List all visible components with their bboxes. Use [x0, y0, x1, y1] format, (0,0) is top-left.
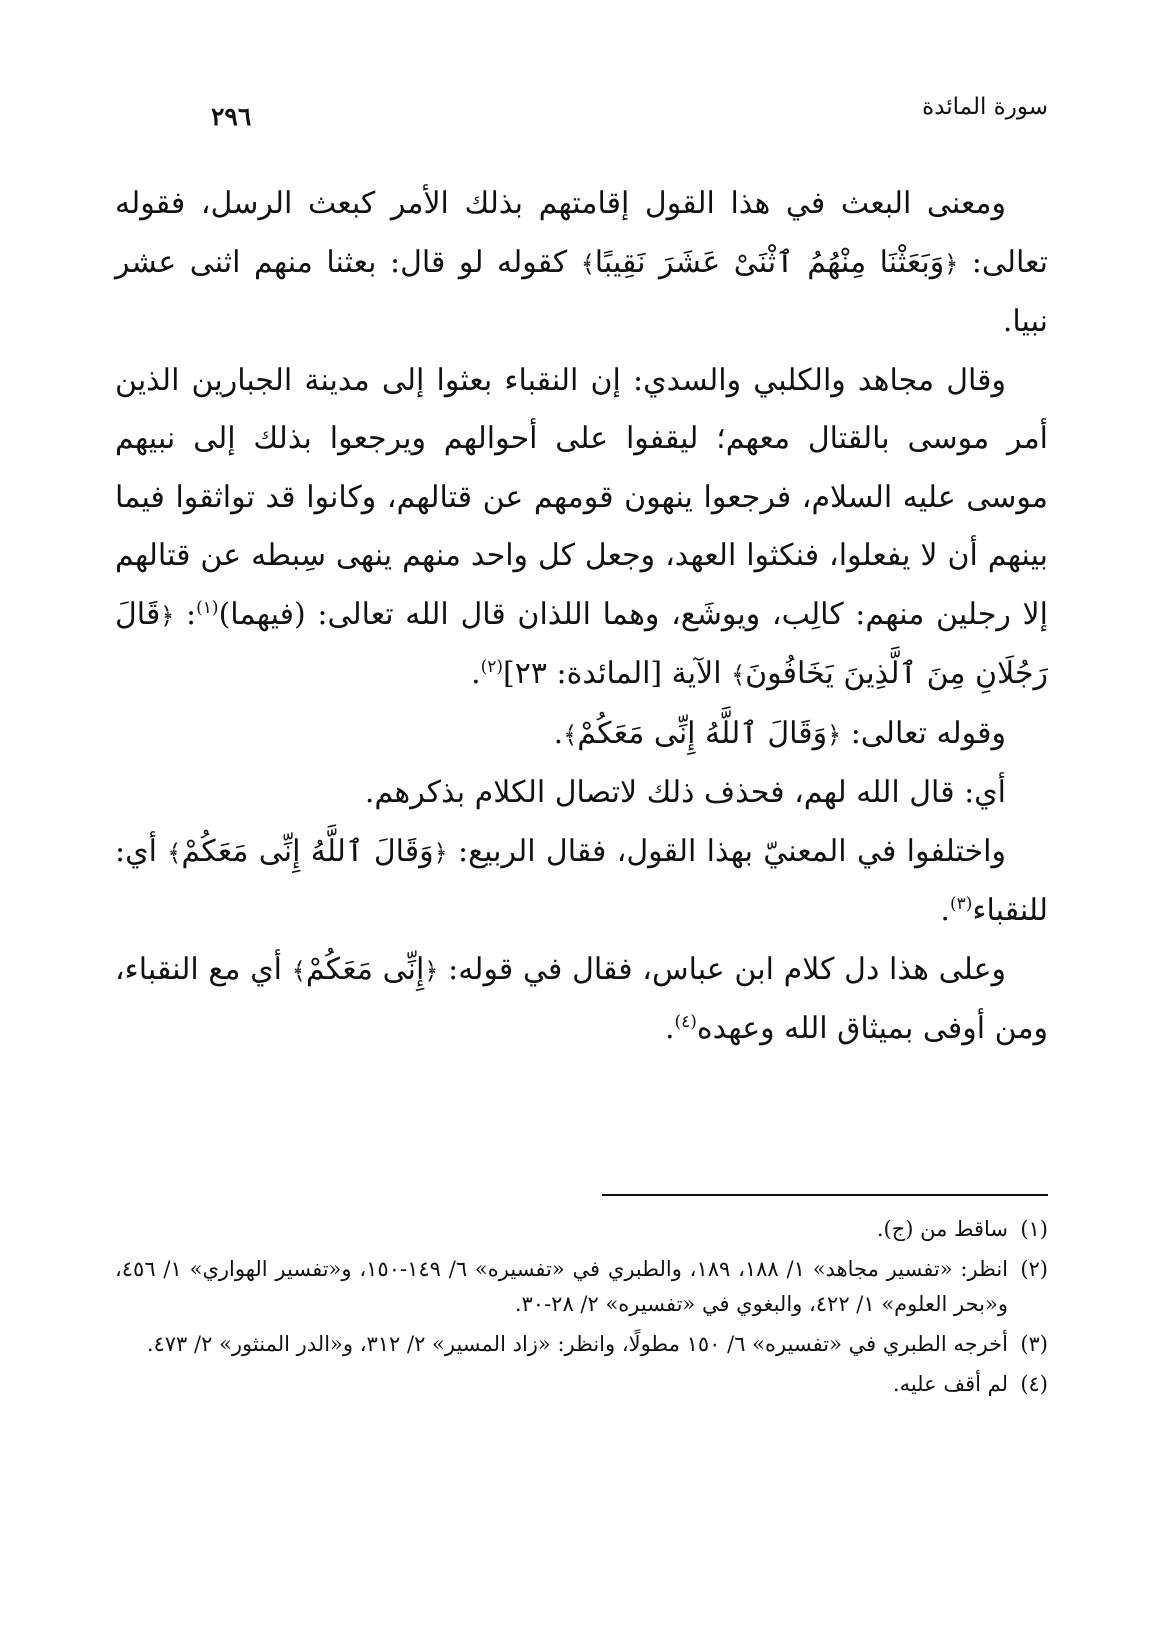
paragraph-5-text: واختلفوا في المعنيّ بهذا القول، فقال الربيع:	[447, 833, 1007, 869]
verse-open-bracket: ﴿	[433, 838, 448, 867]
quran-verse: وَقَالَ ٱللَّهُ إِنِّى مَعَكُمْ	[181, 833, 434, 869]
verse-close-bracket: ﴾	[291, 956, 306, 985]
verse-open-bracket: ﴿	[827, 720, 842, 749]
footnote-number: (١)	[1020, 1217, 1048, 1241]
quran-verse: قَالَ رَجُلَانِ مِنَ ٱلَّذِينَ يَخَافُونَ	[115, 596, 1048, 691]
footnote-text: أخرجه الطبري في «تفسيره» ٦/ ١٥٠ مطولًا، وانظر: «زاد المسير» ٢/ ٣١٢، و«الدر المنثور» ٢/ ٤٧٣.	[146, 1332, 1008, 1356]
footnote-separator	[602, 1194, 1048, 1196]
paragraph-2-text: وقال مجاهد والكلبي والسدي: إن النقباء بعثوا إلى مدينة الجبارين الذين أمر موسى بالقتال معهم؛ ليقفوا على أحوالهم ويرجعوا بذلك إلى نبيهم موسى عليه السلام، فرجعوا ينهون قومهم عن قتالهم، وكانوا قد تواثقوا فيما بينهم أن لا يفعلوا، فنكثوا العهد، وجعل كل واحد منهم ينهى سِبطه عن قتالهم إلا رجلين منهم: كالِب، ويوشَع، وهما اللذان قال الله تعالى: (فيهما)	[115, 362, 1048, 632]
paragraph-3-end: .	[553, 715, 564, 751]
quran-verse: إِنِّى مَعَكُمْ	[305, 951, 425, 987]
footnote-number: (٣)	[1020, 1332, 1048, 1356]
footnote-number: (٢)	[1020, 1257, 1048, 1281]
paragraph-6-text-end: أي مع النقباء، ومن أوفى بميثاق الله وعهده	[115, 951, 1048, 1046]
footnote-2	[115, 1252, 1048, 1322]
verse-close-bracket: ﴾	[580, 249, 595, 278]
footnote-ref-1: (١)	[196, 597, 219, 618]
footnote-1	[115, 1212, 1048, 1247]
verse-close-bracket: ﴾	[167, 838, 182, 867]
verse-close-bracket: ﴾	[563, 720, 578, 749]
paragraph-6-text: وعلى هذا دل كلام ابن عباس، فقال في قوله:	[438, 951, 1006, 987]
footnote-text: لم أقف عليه.	[892, 1372, 1008, 1396]
paragraph-5-text-end: أي: للنقباء	[115, 833, 1048, 928]
paragraph-2-end: .	[471, 656, 481, 691]
page-header	[115, 80, 1048, 140]
footnote-ref-3: (٣)	[949, 894, 973, 914]
verse-reference: الآية [المائدة: ٢٣]	[503, 656, 732, 691]
footnotes	[115, 1212, 1048, 1407]
footnote-4	[115, 1367, 1048, 1402]
main-text	[115, 175, 1048, 1059]
paragraph-3-text: وقوله تعالى:	[841, 715, 1006, 751]
footnote-ref-4: (٤)	[674, 1012, 697, 1032]
paragraph-4: أي: قال الله لهم، فحذف ذلك لاتصال الكلام بذكرهم.	[364, 775, 1006, 810]
paragraph-6	[115, 941, 1048, 1059]
verse-close-bracket: ﴾	[731, 661, 746, 689]
footnote-3	[115, 1327, 1048, 1362]
paragraph-2	[115, 352, 1048, 705]
running-title: سورة المائدة	[922, 94, 1048, 120]
paragraph-5-end: .	[940, 893, 950, 928]
quran-verse: وَقَالَ ٱللَّهُ إِنِّى مَعَكُمْ	[577, 715, 828, 751]
paragraph-3	[115, 705, 1048, 765]
quran-verse: وَبَعَثْنَا مِنْهُمُ ٱثْنَىْ عَشَرَ نَقِيبًا	[594, 244, 945, 280]
paragraph-6-end: .	[664, 1011, 675, 1046]
footnote-number: (٤)	[1020, 1372, 1048, 1396]
verse-open-bracket: ﴿	[160, 601, 175, 630]
verse-open-bracket: ﴿	[424, 956, 439, 985]
paragraph-1-text: ومعنى البعث في هذا القول إقامتهم بذلك الأمر كبعث الرسل، فقوله تعالى:	[115, 186, 1049, 280]
footnote-ref-2: (٢)	[480, 657, 504, 677]
page-number: ٢٩٦	[211, 102, 252, 131]
footnote-text: ساقط من (ج).	[876, 1217, 1008, 1241]
verse-open-bracket: ﴿	[944, 249, 959, 278]
paragraph-5	[115, 823, 1048, 941]
paragraph-1	[115, 175, 1048, 352]
paragraph-1-text-end: كقوله لو قال: بعثنا منهم اثنى عشر نبيا.	[115, 244, 1048, 339]
footnote-text: انظر: «تفسير مجاهد» ١/ ١٨٨، ١٨٩، والطبري في «تفسيره» ٦/ ١٤٩-١٥٠، و«تفسير الهواري» ١/ ٤٥٦، و«بحر العلوم» ١/ ٤٢٢، والبغوي في «تفسيره» ٢/ ٢٨-٣٠.	[115, 1257, 1008, 1316]
paragraph-2-colon: :	[174, 596, 197, 632]
